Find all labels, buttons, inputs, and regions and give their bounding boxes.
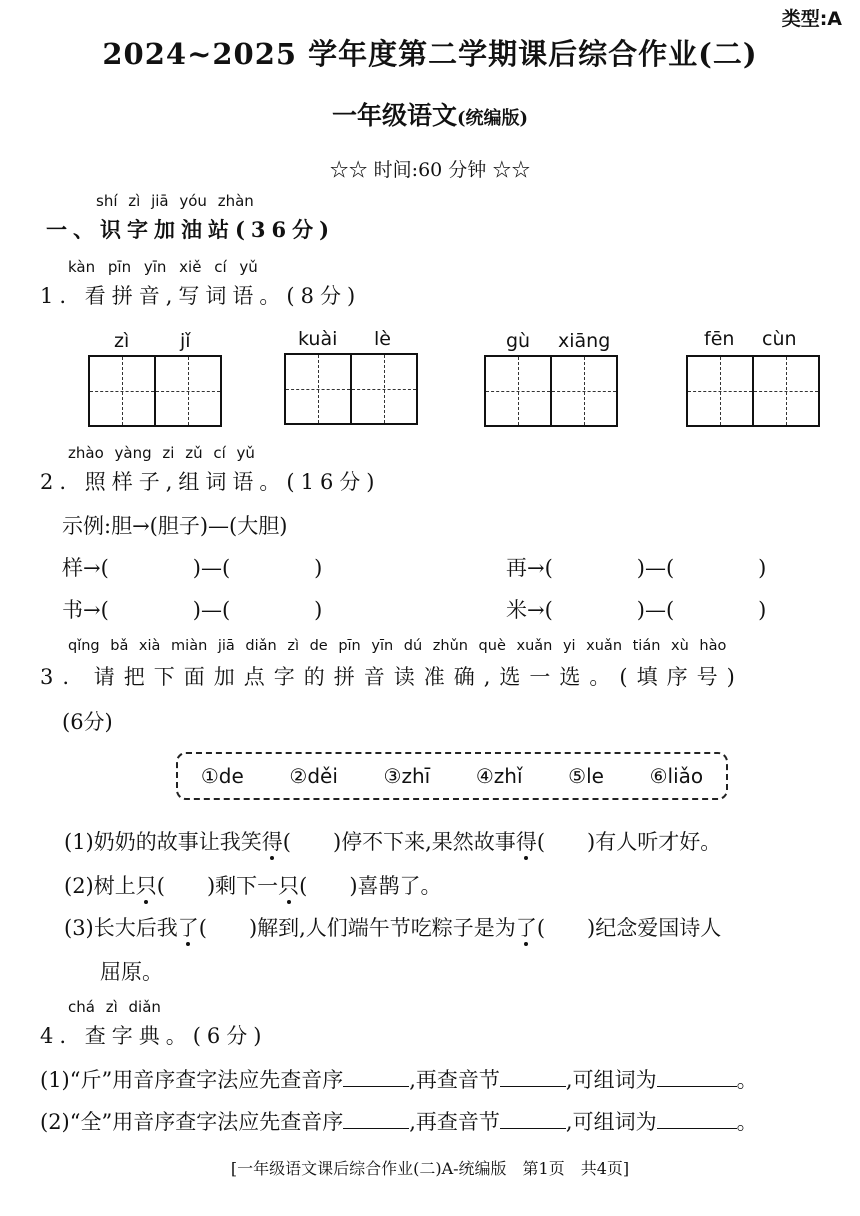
s3-part-e: ( )纪念爱国诗人 (536, 916, 722, 940)
page-footer: [一年级语文课后综合作业(二)A-统编版 第1页 共4页] (230, 1159, 630, 1178)
q4-row1-blank-2[interactable] (500, 1086, 566, 1087)
option-2: ②děi (289, 764, 338, 788)
writing-grid-1[interactable] (88, 355, 222, 427)
q4-row2-d: 。 (736, 1110, 758, 1134)
q3-sentence-3[interactable] (64, 912, 721, 942)
s1-dotted-2: 得 (515, 830, 537, 854)
s3-part-a: (3)长大后我 (64, 916, 178, 940)
s3-part-c: ( )解到,人们端午节吃粽子是为 (198, 916, 516, 940)
q3-title: 3. 请把下面加点字的拼音读准确,选一选。(填序号) (40, 665, 744, 689)
q4-row-2[interactable] (40, 1106, 758, 1136)
q3-sentence-3-cont: 屈原。 (100, 960, 163, 984)
q1-title: 1. 看拼音,写词语。(8分) (40, 284, 362, 308)
grid1-pinyin-2: jǐ (180, 330, 191, 352)
subtitle-main: 一年级语文 (331, 101, 457, 130)
q1-pinyin: kàn pīn yīn xiě cí yǔ (68, 258, 258, 276)
subtitle (0, 96, 860, 132)
q3-sentence-1[interactable] (64, 826, 721, 856)
writing-grid-4[interactable] (686, 355, 820, 427)
q4-row1-blank-3[interactable] (657, 1086, 737, 1087)
grid4-pinyin-1: fēn (704, 328, 735, 350)
q4-row1-b: ,再查音节 (409, 1068, 500, 1092)
option-6: ⑥liǎo (649, 764, 704, 788)
s2-dotted-2: 只 (278, 874, 300, 898)
grid1-pinyin-1: zì (114, 330, 130, 352)
option-4: ④zhǐ (475, 764, 523, 788)
s1-part-e: ( )有人听才好。 (536, 830, 722, 854)
option-5: ⑤le (568, 764, 604, 788)
grid3-pinyin-2: xiāng (558, 330, 611, 352)
q2-row2-left[interactable]: 书→( )—( ) (62, 598, 323, 622)
q2-row1-right[interactable]: 再→( )—( ) (506, 556, 767, 580)
q4-row2-blank-1[interactable] (343, 1128, 409, 1129)
q2-title: 2. 照样子,组词语。(16分) (40, 470, 381, 494)
q2-example: 示例:胆→(胆子)—(大胆) (62, 514, 288, 538)
grid2-pinyin-1: kuài (298, 328, 338, 350)
option-3: ③zhī (383, 764, 431, 788)
type-label: 类型:A (781, 8, 842, 30)
q4-row2-b: ,再查音节 (409, 1110, 500, 1134)
q3-points: (6分) (62, 710, 113, 734)
options-box (176, 752, 728, 800)
q4-row2-blank-3[interactable] (657, 1128, 737, 1129)
q2-pinyin: zhào yàng zi zǔ cí yǔ (68, 444, 255, 462)
s1-part-c: ( )停不下来,果然故事 (282, 830, 516, 854)
s1-part-a: (1)奶奶的故事让我笑 (64, 830, 262, 854)
s1-dotted-1: 得 (261, 830, 283, 854)
q2-row1-left[interactable]: 样→( )—( ) (62, 556, 323, 580)
s2-dotted-1: 只 (135, 874, 157, 898)
section1-pinyin: shí zì jiā yóu zhàn (96, 192, 254, 210)
q4-row2-c: ,可组词为 (565, 1110, 657, 1134)
q4-row-1[interactable] (40, 1064, 758, 1094)
grid2-pinyin-2: lè (374, 328, 391, 350)
q4-title: 4. 查字典。(6分) (40, 1024, 268, 1048)
q4-row2-a: (2)“全”用音序查字法应先查音序 (40, 1110, 344, 1134)
page-title: 2024~2025 学年度第二学期课后综合作业(二) (102, 37, 758, 71)
grid3-pinyin-1: gù (506, 330, 531, 352)
s2-part-c: ( )剩下一 (156, 874, 279, 898)
subtitle-edition: (统编版) (456, 108, 529, 129)
writing-grid-3[interactable] (484, 355, 618, 427)
q4-pinyin: chá zì diǎn (68, 998, 161, 1016)
section1-heading: 一、识字加油站(36分) (46, 217, 336, 242)
s2-part-e: ( )喜鹊了。 (299, 874, 442, 898)
option-1: ①de (200, 764, 244, 788)
q2-row2-right[interactable]: 米→( )—( ) (506, 598, 767, 622)
q4-row1-d: 。 (736, 1068, 758, 1092)
s2-part-a: (2)树上 (64, 874, 136, 898)
time-limit: ☆☆ 时间:60 分钟 ☆☆ (329, 159, 531, 181)
writing-grid-2[interactable] (284, 353, 418, 425)
q4-row1-a: (1)“斤”用音序查字法应先查音序 (40, 1068, 344, 1092)
grid4-pinyin-2: cùn (762, 328, 797, 350)
q4-row2-blank-2[interactable] (500, 1128, 566, 1129)
q4-row1-blank-1[interactable] (343, 1086, 409, 1087)
q3-sentence-2[interactable] (64, 870, 442, 900)
s3-dotted-1: 了 (177, 916, 199, 940)
q4-row1-c: ,可组词为 (565, 1068, 657, 1092)
s3-dotted-2: 了 (515, 916, 537, 940)
q3-pinyin: qǐng bǎ xià miàn jiā diǎn zì de pīn yīn dú zhǔn què xuǎn yi xuǎn tián xù hào (68, 638, 727, 654)
